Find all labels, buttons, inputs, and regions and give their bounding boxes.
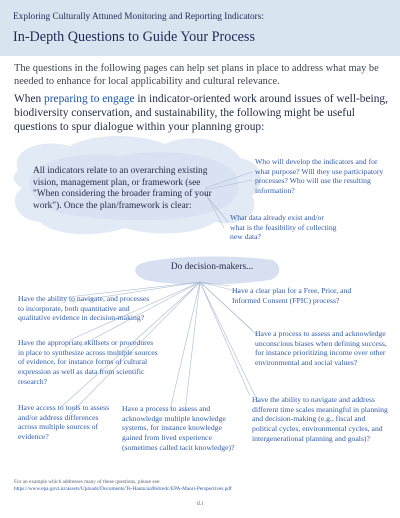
decision-makers-hub: Do decision-makers... — [170, 262, 254, 272]
question-data-exists: What data already exist and/or what is the feasibility of collecting new data? — [230, 213, 337, 242]
question-fpic: Have a clear plan for a Free, Prior, and Informed Consent (FPIC) process? — [232, 286, 352, 305]
question-quantitative-qualitative: Have the ability to navigate, and processes to incorporate, both quantitative and qualitative evidence in decision-making? — [18, 294, 150, 323]
footnote-text: For an example which addresses many of these questions, please see: — [14, 479, 161, 485]
framework-statement: All indicators relate to an overarching existing vision, management plan, or framework (see "When considering the broader framing of your work"). Once the plan/framework is clear: — [33, 166, 212, 211]
question-skillsets-synthesize: Have the appropriate skillsets or procedures in place to synthesize across multiple sources of evidence, for instance forms of cultural expression as well as data from scientific research? — [18, 338, 158, 386]
page-title: In-Depth Questions to Guide Your Process — [13, 29, 255, 45]
lead-highlight-link[interactable]: preparing to engage — [44, 93, 135, 105]
page-number: d.i — [196, 500, 204, 507]
footnote — [14, 479, 394, 493]
footnote-link[interactable]: https://www.epa.govt.nz/assets/Uploads/Documents/Te-Hautu/aa9bdcedc/EPA-Maori-Perspectives.pdf — [14, 486, 232, 492]
lead-text-after: in indicator-oriented work around issues of well-being, biodiversity conservation, and sustainability, the following might be useful questions to spur dialogue within your planning group: — [14, 93, 388, 134]
question-tools-differences: Have access to tools to assess and/or address differences across multiple sources of evidence? — [18, 403, 110, 442]
lead-text-before: When — [14, 93, 45, 105]
intro-paragraph: The questions in the following pages can help set plans in place to address what may be needed to enhance for local applicability and cultural relevance. — [14, 63, 379, 87]
question-time-scales: Have the ability to navigate and address different time scales meaningful in planning and decision-making (e.g., fiscal and political cycles, environmental cycles, and intergenerational planning and goals)? — [252, 395, 388, 443]
question-who-develops: Who will develop the indicators and for what purpose? Will they use participatory processes? Who will use the resulting information? — [255, 157, 384, 196]
question-unconscious-biases: Have a process to assess and acknowledge unconscious biases when defining success, for instance prioritizing income over other environmental and social values? — [255, 329, 387, 368]
page-supertitle: Exploring Culturally Attuned Monitoring and Reporting Indicators: — [13, 12, 264, 22]
question-knowledge-systems: Have a process to assess and acknowledge multiple knowledge systems, for instance knowledge gained from lived experience (sometimes called tacit knowledge)? — [122, 404, 235, 452]
